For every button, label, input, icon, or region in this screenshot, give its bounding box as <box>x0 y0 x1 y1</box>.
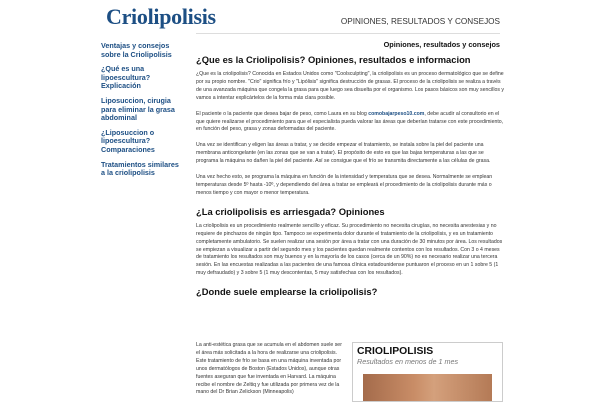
section-heading: ¿Donde suele emplearse la criolipolisis? <box>196 286 378 298</box>
article-paragraph: ¿Que es la criolipolisis? Conocida en Estados Unidos como "Coolsculpting", la criolipolisis es un proceso dermatológico que se define por su propio nombre. "Crio" significa frío y "Lipólisis" significa destrucción de grasas. El proceso de la criolipolisis se realiza a través de una avanzada máquina que congela la grasa para que luego sea disuelta por el organismo. Los pasos básicos son muy sencillos y vamos a intentar explicártelos de la forma más clara posible. <box>196 71 504 101</box>
article-paragraph: La criolipolisis es un procedimiento realmente sencillo y eficaz. Su procedimiento no necesita cirugías, no necesita anestesias y no requiere de pinchazos de ningún tipo. Tampoco se experimenta dolor durante el tratamiento de la criolipolisis, y es un tratamiento completamente ambulatorio. Se suelen realizar una sesión por área a tratar con una duración de 30 minutos por área. Los resultados se empiezan a visualizar a partir del segundo mes y los pacientes quedan realmente contentos con los resultados. Con 3 o 4 meses de tratamiento los resultados son muy buenos y en la mayoría de los casos (cerca de un 90%) no es necesario realizar una tercera sesión. En las encuestas realizadas a las pacientes de una famosa clínica estadounidense puntuaron el proceso en un 1 sobre 5 (1 muy defraudado) y 3 sobre 5 (1 muy descontentas, 5 muy satisfechas con los resultados). <box>196 222 503 277</box>
blog-link[interactable]: comobajarpeso10.com <box>368 110 425 117</box>
article-content <box>196 54 506 303</box>
paragraph-text: , debe acudir al consultorio en el que quiere realizarse el procedimiento para que el especialista pueda valorar las áreas que deberían tratarse con este procedimiento, en función del peso, grasa y zonas deformadas del paciente. <box>196 110 504 133</box>
sidebar-nav <box>101 42 179 184</box>
article-paragraph <box>196 111 506 135</box>
article-paragraph: Una vez hecho esto, se programa la máquina en función de la intensidad y temperatura que se desea. Normalmente se emplean temperaturas desde 5º hasta -10º, y dependiendo del área a tratar se empleará el procedimiento de la criolipolisis durante más o menos tiempo y con mayor o menor temperatura. <box>196 174 493 196</box>
promo-subtitle: Resultados en menos de 1 mes <box>357 357 459 366</box>
sidebar-item-lipoescultura[interactable]: ¿Qué es una lipoescultura? Explicación <box>101 64 151 91</box>
promo-photo <box>363 374 492 401</box>
header-divider <box>196 33 500 34</box>
sidebar-item-comparaciones[interactable]: ¿Liposuccion o lipoescultura? Comparaciones <box>101 127 155 154</box>
article-title: ¿Que es la Criolipolisis? Opiniones, resultados e informacion <box>196 54 471 65</box>
sidebar-item-tratamientos[interactable]: Tratamientos similares a la criolipolisis <box>101 159 179 178</box>
sidebar-item-liposuccion[interactable]: Liposuccion, cirugia para eliminar la grasa abdominal <box>101 95 175 123</box>
site-logo[interactable]: Criolipolisis <box>106 4 216 29</box>
promo-banner[interactable] <box>352 342 503 402</box>
top-nav-link[interactable]: OPINIONES, RESULTADOS Y CONSEJOS <box>340 17 500 26</box>
article-paragraph: La anti-estética grasa que se acumula en el abdomen suele ser el área más solicitada a la hora de realizarse una criolipolisis. Este tratamiento de frío se basa en una máquina inventada por unos dermatólogos de Boston (Estados Unidos), aunque otras fuentes aseguran que fue inventada en Harvard. La máquina recibe el nombre de Zeltiq y fue utilizada por primera vez de la mano del Dr Brian Zelickson (Minneapolis) <box>196 342 342 396</box>
site-subheading: Opiniones, resultados y consejos <box>383 40 500 49</box>
promo-title: CRIOLIPOLISIS <box>357 346 434 357</box>
sidebar-item-ventajas[interactable]: Ventajas y consejos sobre la Criolipolisis <box>101 41 172 59</box>
section-heading: ¿La criolipolisis es arriesgada? Opiniones <box>196 205 385 217</box>
article-paragraph: Una vez se identifican y eligen las áreas a tratar, y se decide empezar el tratamiento, se instala sobre la piel del paciente una membrana anticongelante (en las zonas que se van a tratar). El propósito de esto es que las bajas temperaturas a las que se programa la máquina no dañen la piel del paciente. Así se consigue que el frío se transmita directamente a las células de grasa. <box>196 142 491 165</box>
paragraph-text: El paciente o la paciente que desea bajar de peso, como Laura en su blog <box>196 110 367 117</box>
